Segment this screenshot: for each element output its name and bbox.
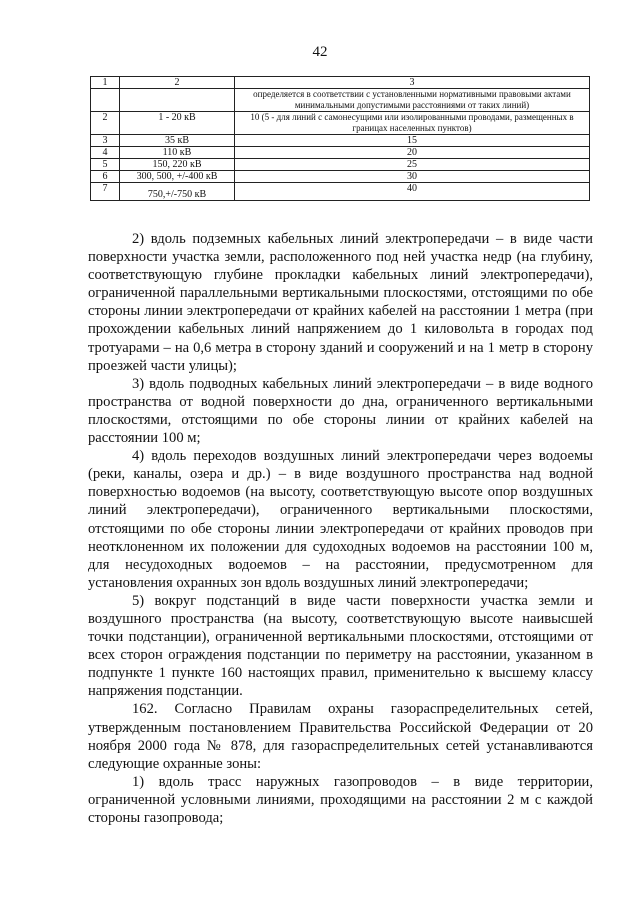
- document-body: [88, 230, 593, 827]
- paragraph: 162. Согласно Правилам охраны газораспределительных сетей, утвержденным постановлением Правительства Российской Федерации от 20 ноября 2000 года № 878, для газораспределительных сетей устанавливаются следующие охранные зоны:: [88, 701, 593, 772]
- distance-cell: 20: [235, 147, 590, 159]
- paragraph: 3) вдоль подводных кабельных линий электропередачи – в виде водного пространства от водной поверхности до дна, ограниченного вертикальными плоскостями, отстоящими по обе стороны линии от крайних кабелей на расстоянии 100 м;: [88, 375, 593, 447]
- paragraph: 4) вдоль переходов воздушных линий электропередачи через водоемы (реки, каналы, озера и др.) – в виде воздушного пространства над водной поверхностью водоемов (на высоту, соответствующую высоте опор воздушных линий электропередачи), ограниченного вертикальными плоскостями, отстоящими по обе стороны линии электропередачи от крайних проводов при неотклоненном их положении для судоходных водоемов на расстоянии 100 м, для несудоходных водоемов – на расстоянии, предусмотренном для установления охранных зон вдоль воздушных линий электропередачи;: [88, 448, 593, 591]
- protection-zone-table: [90, 76, 590, 201]
- table-row: [91, 183, 590, 201]
- distance-cell: 15: [235, 135, 590, 147]
- distance-cell: 25: [235, 159, 590, 171]
- row-number-cell: 4: [91, 147, 120, 159]
- voltage-cell: 35 кВ: [120, 135, 235, 147]
- row-number-cell: 3: [91, 135, 120, 147]
- table-header-row: [91, 77, 590, 89]
- page-number: 42: [312, 44, 328, 60]
- row-number-cell: 6: [91, 171, 120, 183]
- table-row: [91, 159, 590, 171]
- table-header-cell: 2: [120, 77, 235, 89]
- paragraph: 2) вдоль подземных кабельных линий электропередачи – в виде части поверхности участка земли, расположенного под ней участка недр (на глубину, соответствующую глубине прокладки кабельных линий электропередачи), ограниченной параллельными вертикальными плоскостями, отстоящими по обе стороны линии электропередачи от крайних кабелей на расстоянии 1 метра (при прохождении кабельных линий напряжением до 1 киловольта в городах под тротуарами – на 0,6 метра в сторону зданий и сооружений и на 1 метр в сторону проезжей части улицы);: [88, 231, 593, 374]
- voltage-cell: 300, 500, +/-400 кВ: [120, 171, 235, 183]
- table-row: [91, 89, 590, 112]
- row-number-cell: 2: [91, 112, 120, 135]
- row-number-cell: 5: [91, 159, 120, 171]
- distance-cell: 40: [235, 183, 590, 201]
- voltage-cell: 150, 220 кВ: [120, 159, 235, 171]
- row-number-cell: 7: [91, 183, 120, 201]
- paragraph: 1) вдоль трасс наружных газопроводов – в виде территории, ограниченной условными линиями, проходящими на расстоянии 2 м с каждой стороны газопровода;: [88, 773, 593, 826]
- voltage-cell: 750,+/-750 кВ: [120, 183, 235, 201]
- distance-cell: 10 (5 - для линий с самонесущими или изолированными проводами, размещенных в границах населенных пунктов): [235, 112, 590, 135]
- paragraph: 5) вокруг подстанций в виде части поверхности участка земли и воздушного пространства (на высоту, соответствующую высоте наивысшей точки подстанции), ограниченной вертикальными плоскостями, отстоящими от всех сторон ограждения подстанции по периметру на расстоянии, указанном в подпункте 1 пункте 160 настоящих правил, применительно к высшему классу напряжения подстанции.: [88, 592, 593, 700]
- table-header-cell: 1: [91, 77, 120, 89]
- voltage-cell: 1 - 20 кВ: [120, 112, 235, 135]
- table-row: [91, 171, 590, 183]
- table-header-cell: 3: [235, 77, 590, 89]
- continuation-note-cell: определяется в соответствии с установленными нормативными правовыми актами минимальными допустимыми расстояниями от таких линий): [235, 89, 590, 112]
- distance-cell: 30: [235, 171, 590, 183]
- voltage-cell: 110 кВ: [120, 147, 235, 159]
- table-row: [91, 147, 590, 159]
- table-row: [91, 135, 590, 147]
- table-row: [91, 112, 590, 135]
